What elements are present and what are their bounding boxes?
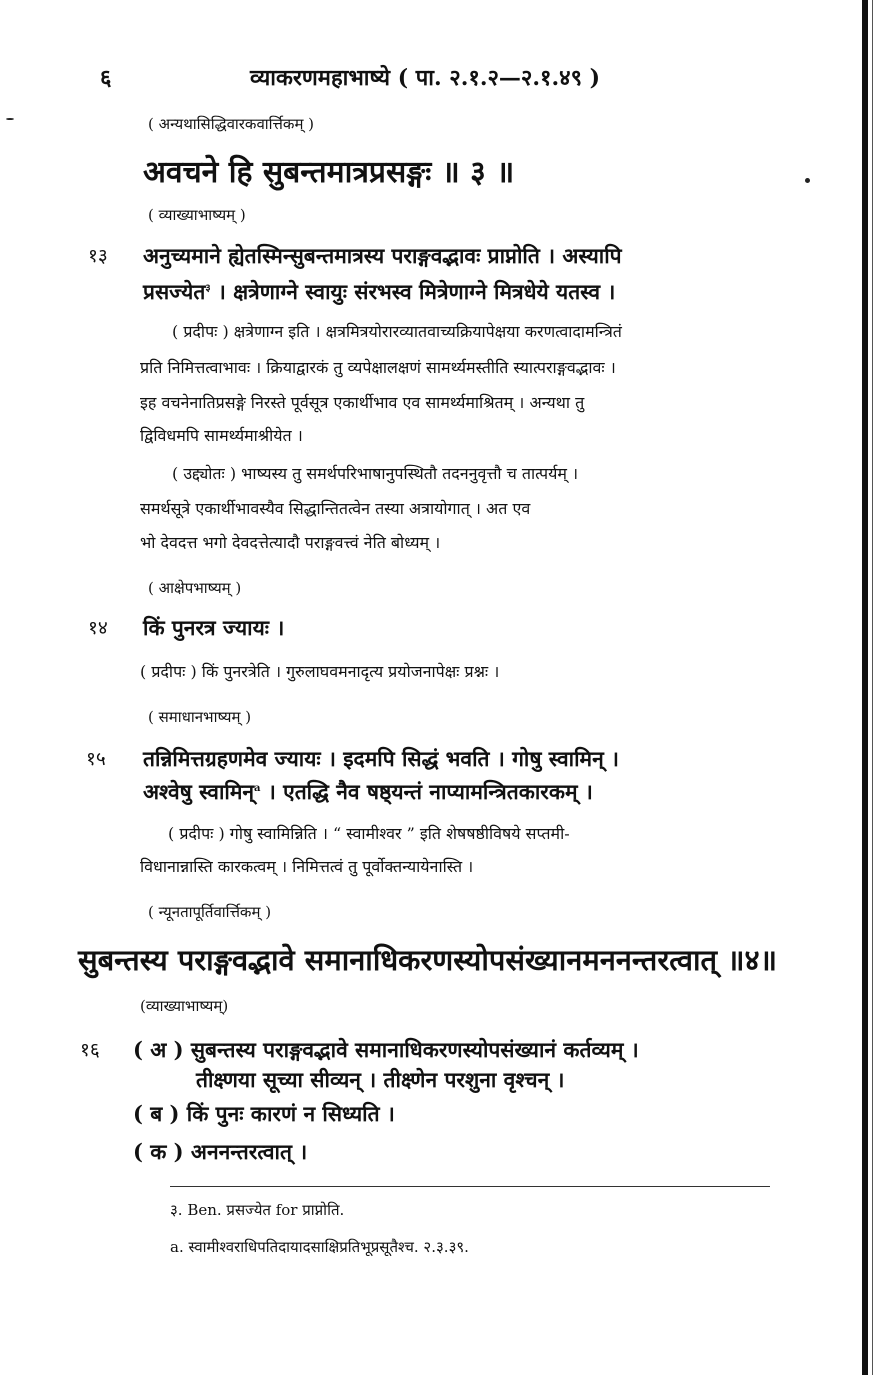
bhashya-line: तन्निमित्तग्रहणमेव ज्यायः । इदमपि सिद्धं भवति । गोषु स्वामिन् । [143,746,620,771]
pradipa-line: ( प्रदीपः ) क्षत्रेणाग्न इति । क्षत्रमित्रयोरारव्यातवाच्यक्रियापेक्षया करणत्वादामन्त्रितं [172,322,622,341]
running-head: व्याकरणमहाभाष्ये ( पा. २.१.२—२.१.४९ ) [250,65,601,91]
page-number: ६ [100,65,112,91]
bhashya-line: तीक्ष्णया सूच्या सीव्यन् । तीक्ष्णेन परशुना वृश्चन् । [196,1067,565,1092]
paragraph-number: १३ [88,245,108,267]
ink-speck [6,118,14,120]
bhashya-line: ( अ ) सुबन्तस्य पराङ्गवद्भावे समानाधिकरणस्योपसंख्यानं कर्तव्यम् । [133,1037,639,1062]
bhashya-text: । क्षत्रेणाग्ने स्वायुः संरभस्व मित्रेणाग्ने मित्रधेये यतस्व । [210,279,616,304]
bhashya-text: । एतद्धि नैव षष्ठ्यन्तं नाप्यामन्त्रितकारकम् । [260,779,593,804]
bhashya-line [143,778,593,806]
bhashya-line: किं पुनरत्र ज्यायः । [143,615,285,640]
udyota-line: भो देवदत्त भगो देवदत्तेत्यादौ पराङ्गवत्त्वं नेति बोध्यम् । [140,533,441,552]
section-label: ( आक्षेपभाष्यम् ) [148,579,242,597]
udyota-line: ( उद्द्योतः ) भाष्यस्य तु समर्थपरिभाषानुपस्थितौ तदननुवृत्तौ च तात्पर्यम् । [172,464,579,483]
paragraph-number: १६ [80,1039,100,1061]
footnote-rule [170,1186,770,1187]
bhashya-line [143,278,615,306]
pradipa-line: ( प्रदीपः ) गोषु स्वामिन्निति । “ स्वामीश्वर ” इति शेषषष्ठीविषये सप्तमी- [168,824,570,843]
footnote-marker: ३ [205,283,211,294]
paragraph-number: १४ [88,617,108,639]
binding-edge-rule-thin [872,0,873,1375]
udyota-line: समर्थसूत्रे एकार्थीभावस्यैव सिद्धान्तितत्वेन तस्या अत्रायोगात् । अत एव [140,499,531,518]
bhashya-line: ( क ) अननन्तरत्वात् । [133,1139,308,1164]
footnote: ३. Ben. प्रसज्येत for प्राप्नोति. [170,1201,345,1219]
paragraph-number: १५ [86,748,106,770]
pradipa-line: प्रति निमित्तत्वाभावः । क्रियाद्वारकं तु व्यपेक्षालक्षणं सामर्थ्यमस्तीति स्यात्पराङ्गवद्भावः । [140,358,616,377]
bhashya-line: ( ब ) किं पुनः कारणं न सिध्यति । [133,1101,395,1126]
footnote-marker: a [254,783,261,794]
footnote: a. स्वामीश्वराधिपतिदायादसाक्षिप्रतिभूप्रसूतैश्च. २.३.३९. [170,1238,469,1256]
pradipa-line: इह वचनेनातिप्रसङ्गे निरस्ते पूर्वसूत्र एकार्थीभाव एव सामर्थ्यमाश्रितम् । अन्यथा तु [140,393,585,412]
bhashya-line: अनुच्यमाने ह्येतस्मिन्सुबन्तमात्रस्य पराङ्गवद्भावः प्राप्नोति । अस्यापि [143,243,622,268]
section-label: (व्याख्याभाष्यम्) [140,997,229,1015]
section-label: ( न्यूनतापूर्तिवार्त्तिकम् ) [148,903,272,921]
binding-edge-rule [862,0,868,1375]
bhashya-text: अश्वेषु स्वामिन् [143,779,255,804]
section-label: ( व्याख्याभाष्यम् ) [148,206,246,224]
ink-speck [805,178,810,183]
vartika-verse: सुबन्तस्य पराङ्गवद्भावे समानाधिकरणस्योपसंख्यानमननन्तरत्वात् ॥४॥ [78,943,777,977]
bhashya-text: प्रसज्येत [143,279,206,304]
section-label: ( अन्यथासिद्धिवारकवार्त्तिकम् ) [148,115,315,133]
vartika-verse: अवचने हि सुबन्तमात्रप्रसङ्गः ॥ ३ ॥ [143,155,515,190]
section-label: ( समाधानभाष्यम् ) [148,708,252,726]
pradipa-line: द्विविधमपि सामर्थ्यमाश्रीयेत । [140,426,303,445]
pradipa-line: विधानान्नास्ति कारकत्वम् । निमित्तत्वं तु पूर्वोक्तन्यायेनास्ति । [140,857,474,876]
pradipa-line: ( प्रदीपः ) किं पुनरत्रेति । गुरुलाघवमनादृत्य प्रयोजनापेक्षः प्रश्नः । [140,662,500,681]
